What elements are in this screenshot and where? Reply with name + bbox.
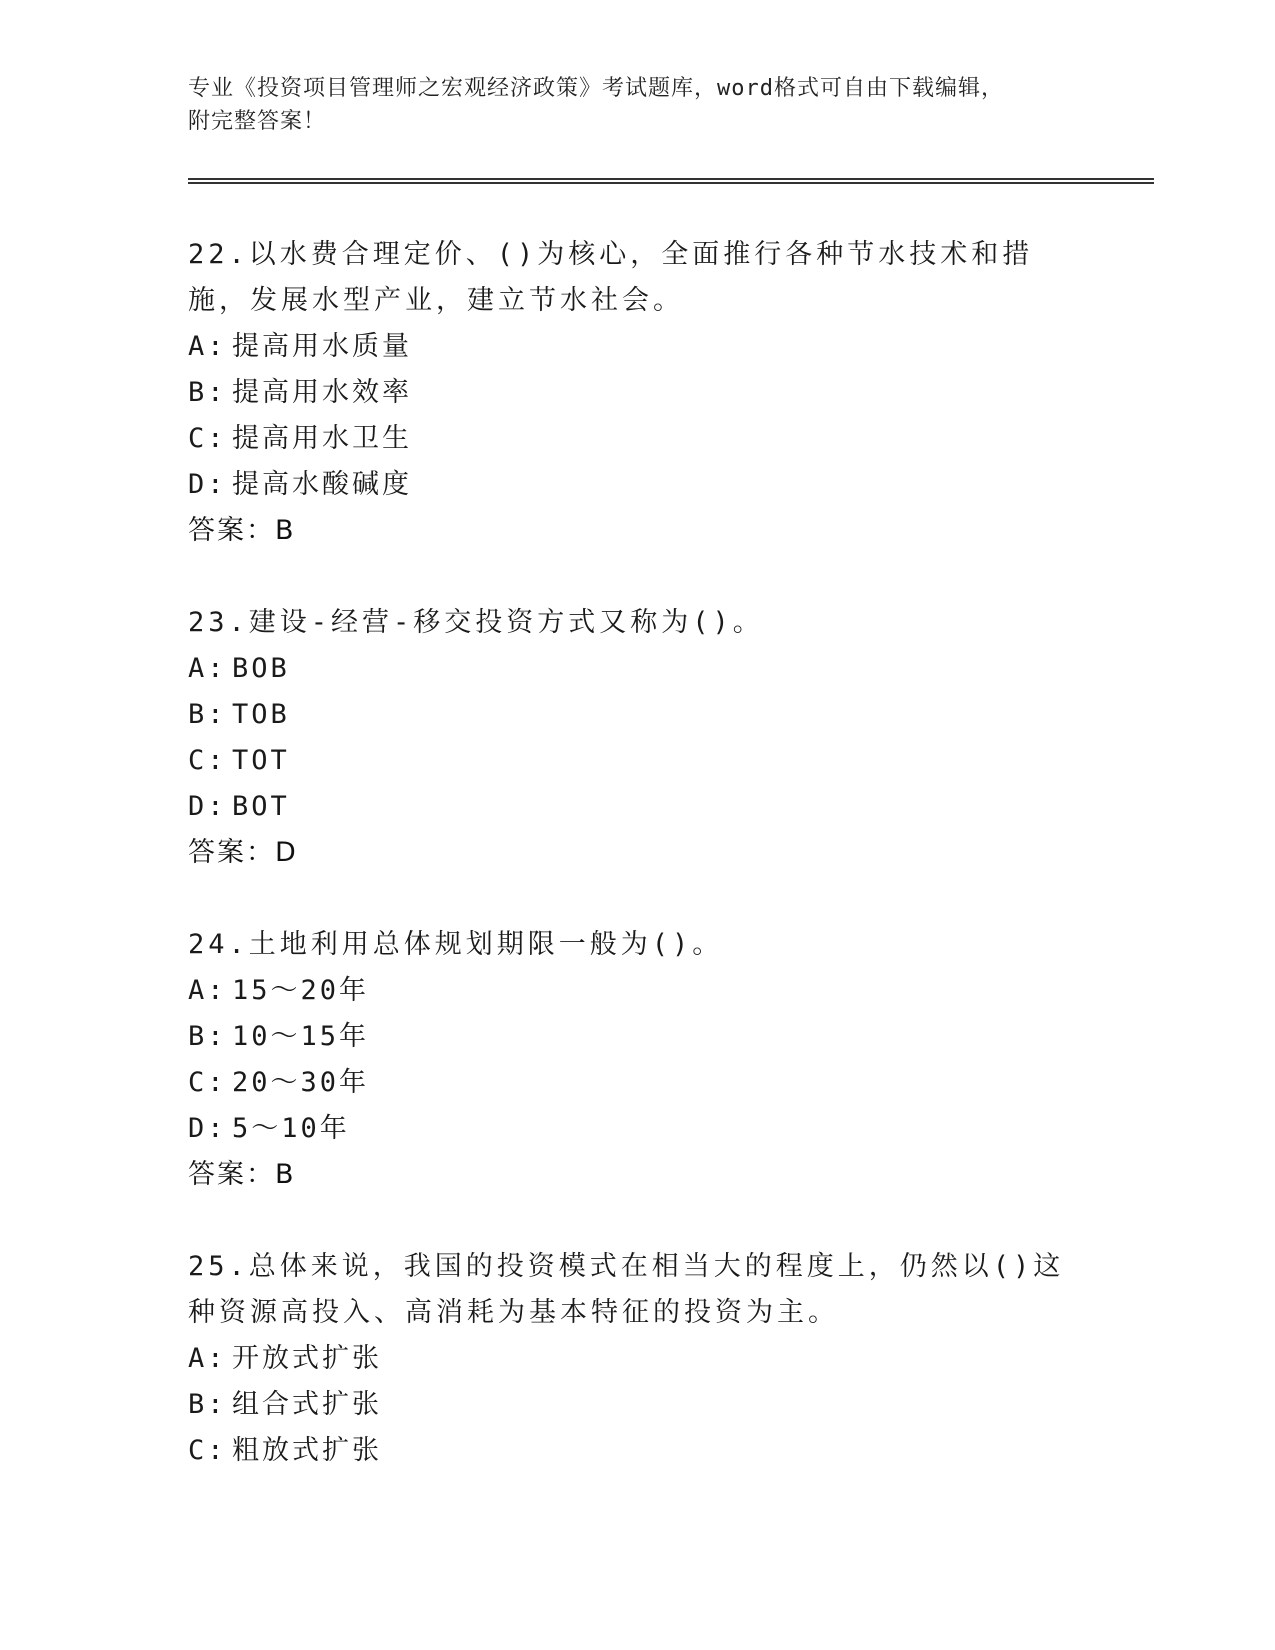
option-letter: A: <box>188 653 227 684</box>
answer-text: 答案：D <box>188 837 298 868</box>
option-text: 开放式扩张 <box>232 1343 382 1374</box>
option-letter: C: <box>188 423 227 454</box>
option-d <box>188 1106 1088 1152</box>
option-letter: C: <box>188 1435 227 1466</box>
document-header <box>188 72 1088 138</box>
question-list <box>188 232 1088 1520</box>
option-letter: C: <box>188 1067 227 1098</box>
option-letter: A: <box>188 331 227 362</box>
option-text: 20～30年 <box>232 1067 370 1098</box>
option-letter: B: <box>188 377 227 408</box>
header-divider <box>188 178 1154 184</box>
option-text: TOB <box>232 699 290 730</box>
option-letter: D: <box>188 1113 227 1144</box>
option-a <box>188 324 1088 370</box>
option-letter: B: <box>188 699 227 730</box>
question-stem: 22.以水费合理定价、()为核心，全面推行各种节水技术和措施，发展水型产业，建立节水社会。 <box>188 239 1034 316</box>
option-text: 粗放式扩张 <box>232 1435 382 1466</box>
question-23 <box>188 600 1088 876</box>
question-22 <box>188 232 1088 554</box>
option-b <box>188 692 1088 738</box>
header-line-2: 附完整答案！ <box>188 109 327 134</box>
option-text: 10～15年 <box>232 1021 370 1052</box>
option-c <box>188 1428 1088 1474</box>
option-c <box>188 416 1088 462</box>
option-text: 15～20年 <box>232 975 370 1006</box>
option-letter: B: <box>188 1021 227 1052</box>
header-line-1: 专业《投资项目管理师之宏观经济政策》考试题库，word格式可自由下载编辑， <box>188 76 1004 101</box>
option-text: 提高用水效率 <box>232 377 412 408</box>
option-letter: C: <box>188 745 227 776</box>
option-d <box>188 784 1088 830</box>
option-d <box>188 462 1088 508</box>
option-c <box>188 738 1088 784</box>
option-a <box>188 1336 1088 1382</box>
option-letter: A: <box>188 1343 227 1374</box>
option-letter: B: <box>188 1389 227 1420</box>
option-text: 提高用水质量 <box>232 331 412 362</box>
option-text: 5～10年 <box>232 1113 350 1144</box>
option-a <box>188 968 1088 1014</box>
option-text: 提高水酸碱度 <box>232 469 412 500</box>
option-b <box>188 1382 1088 1428</box>
option-text: 提高用水卫生 <box>232 423 412 454</box>
question-stem: 25.总体来说，我国的投资模式在相当大的程度上，仍然以()这种资源高投入、高消耗为基本特征的投资为主。 <box>188 1251 1065 1328</box>
option-text: 组合式扩张 <box>232 1389 382 1420</box>
option-b <box>188 1014 1088 1060</box>
option-letter: A: <box>188 975 227 1006</box>
answer-text: 答案：B <box>188 1159 296 1190</box>
option-c <box>188 1060 1088 1106</box>
question-25 <box>188 1244 1088 1474</box>
option-text: BOT <box>232 791 290 822</box>
option-text: TOT <box>232 745 290 776</box>
question-stem: 23.建设-经营-移交投资方式又称为()。 <box>188 607 764 638</box>
option-a <box>188 646 1088 692</box>
option-letter: D: <box>188 791 227 822</box>
option-letter: D: <box>188 469 227 500</box>
option-b <box>188 370 1088 416</box>
answer-text: 答案：B <box>188 515 296 546</box>
question-24 <box>188 922 1088 1198</box>
option-text: BOB <box>232 653 290 684</box>
question-stem: 24.土地利用总体规划期限一般为()。 <box>188 929 724 960</box>
